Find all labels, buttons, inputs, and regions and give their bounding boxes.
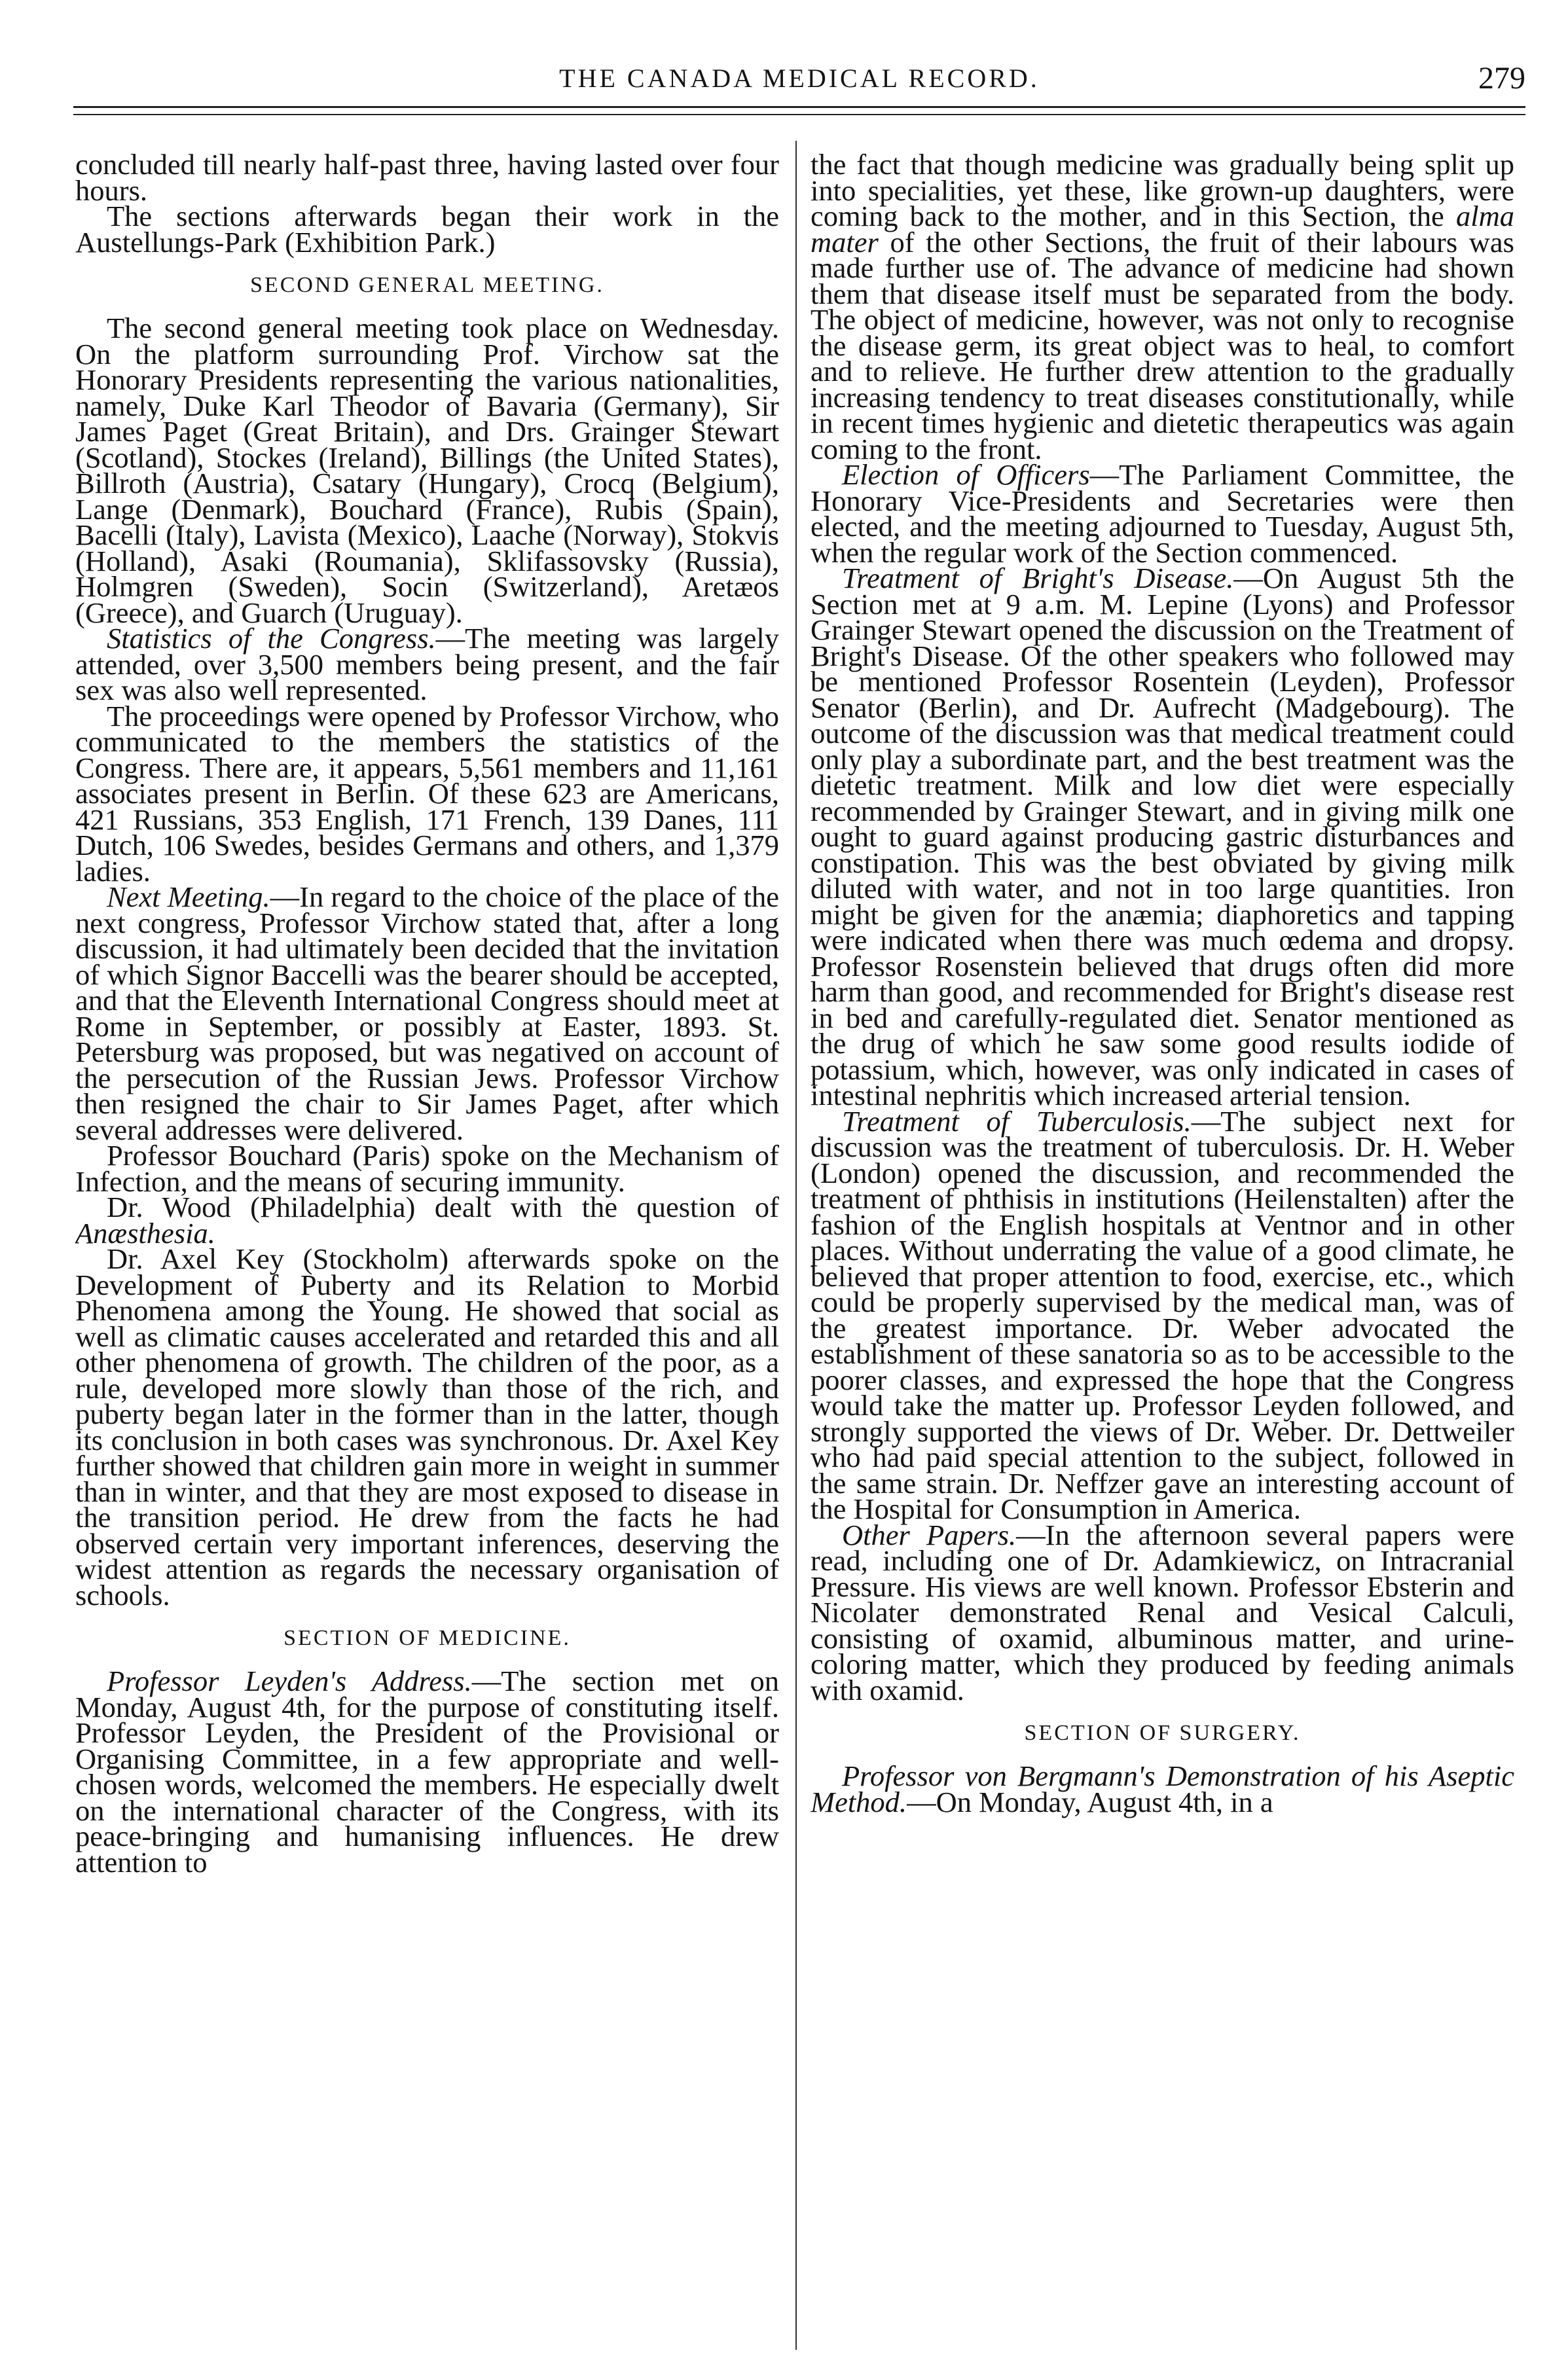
paragraph: The sections afterwards began their work in the Austellungs-Park (Exhibition Park.)	[75, 200, 779, 259]
paragraph-text: —The section met on Monday, August 4th, for the purpose of constituting itself. Professor Leyden, the President of the Provisional or Organising Committee, in a few appropriate and well-chosen words, welcomed the members. He especially dwelt on the international character of the Congress, with its peace-bringing and humanising influences. He drew attention to	[75, 1665, 779, 1879]
paragraph: concluded till nearly half-past three, having lasted over four hours.	[75, 152, 779, 207]
page-header	[73, 59, 1525, 98]
run-in-heading: Professor Leyden's Address.	[107, 1665, 472, 1697]
run-in-heading: Professor von Bergmann's Demonstration of his Aseptic Method.	[811, 1759, 1514, 1818]
paragraph-text: —In the afternoon several papers were read, including one of Dr. Adamkiewicz, on Intracranial Pressure. His views are well known. Professor Ebsterin and Nicolater demonstrated Renal and Vesical Calculi, consisting of oxamid, albuminous matter, and urine-coloring matter, which they produced by feeding animals with oxamid.	[811, 1518, 1514, 1706]
column-divider	[795, 141, 797, 2350]
run-in-heading: Treatment of Tuberculosis.	[842, 1104, 1192, 1138]
right-column	[811, 152, 1514, 2364]
section-heading-second-general-meeting: SECOND GENERAL MEETING.	[250, 273, 604, 297]
paragraph-text: Dr. Wood (Philadelphia) dealt with the question of	[107, 1191, 779, 1223]
paragraph	[75, 1665, 779, 1879]
run-in-heading: Next Meeting.	[107, 880, 270, 913]
paragraph-text: the fact that though medicine was gradually being split up into specialities, yet these, like grown-up daughters, were coming back to the mother, and in this Section, the	[811, 152, 1514, 232]
run-in-heading: Other Papers.	[842, 1518, 1017, 1551]
paragraph	[811, 1759, 1514, 1818]
paragraph	[811, 562, 1514, 1111]
header-rule-top	[73, 106, 1525, 108]
section-heading-surgery: SECTION OF SURGERY.	[1024, 1721, 1301, 1745]
running-title: THE CANADA MEDICAL RECORD.	[559, 63, 1040, 93]
paragraph	[811, 152, 1514, 465]
paragraph	[811, 458, 1514, 569]
paragraph	[811, 1104, 1514, 1525]
paragraph-text: —On August 5th the Section met at 9 a.m. M. Lepine (Lyons) and Professor Grainger Stewart opened the discussion on the Treatment of Bright's Disease. Of the other speakers who followed may be mentioned Professor Rosentein (Leyden), Professor Senator (Berlin), and Dr. Aufrecht (Madgebourg). The outcome of the discussion was that medical treatment could only play a subordinate part, and the best treatment was the dietetic treatment. Milk and low diet were especially recommended by Grainger Stewart, and in giving milk one ought to guard against producing gastric disturbances and constipation. This was the best obviated by giving milk diluted with water, and not in too large quantities. Iron might be given for the anæmia; diaphoretics and tapping were indicated when there was much œdema and dropsy. Professor Rosenstein believed that drugs often did more harm than good, and recommended for Bright's disease rest in bed and carefully-regulated diet. Senator mentioned as the drug of which he saw some good results iodide of potassium, which, however, was only indicated in cases of intestinal nephritis which increased arterial tension.	[811, 562, 1514, 1111]
paragraph	[75, 1191, 779, 1250]
page-number: 279	[1478, 61, 1525, 96]
paragraph: The second general meeting took place on Wednesday. On the platform surrounding Prof. Virchow sat the Honorary Presidents representing the various nationalities, namely, Duke Karl Theodor of Bavaria (Germany), Sir James Paget (Great Britain), and Drs. Grainger Stewart (Scotland), Stockes (Ireland), Billings (the United States), Billroth (Austria), Csatary (Hungary), Crocq (Belgium), Lange (Denmark), Bouchard (France), Rubis (Spain), Bacelli (Italy), Lavista (Mexico), Laache (Norway), Stokvis (Holland), Asaki (Roumania), Sklifassovsky (Russia), Holmgren (Sweden), Socin (Switzerland), Aretæos (Greece), and Guarch (Uruguay).	[75, 312, 779, 629]
paragraph-text: —The Parliament Committee, the Honorary Vice-Presidents and Secretaries were then elected, and the meeting adjourned to Tuesday, August 5th, when the regular work of the Section commenced.	[811, 458, 1514, 569]
paragraph-text: —In regard to the choice of the place of the next congress, Professor Virchow stated that, after a long discussion, it had ultimately been decided that the invitation of which Signor Baccelli was the bearer should be accepted, and that the Eleventh International Congress should meet at Rome in September, or possibly at Easter, 1893. St. Petersburg was proposed, but was negatived on account of the persecution of the Russian Jews. Professor Virchow then resigned the chair to Sir James Paget, after which several addresses were delivered.	[75, 880, 779, 1146]
paragraph	[811, 1518, 1514, 1706]
paragraph	[75, 880, 779, 1146]
paragraph: The proceedings were opened by Professor Virchow, who communicated to the members the statistics of the Congress. There are, it appears, 5,561 members and 11,161 associates present in Berlin. Of these 623 are Americans, 421 Russians, 353 English, 171 French, 139 Danes, 111 Dutch, 106 Swedes, besides Germans and others, and 1,379 ladies.	[75, 699, 779, 888]
run-in-heading: Statistics of the Congress.	[107, 622, 436, 655]
paragraph: Professor Bouchard (Paris) spoke on the Mechanism of Infection, and the means of securing immunity.	[75, 1139, 779, 1198]
left-column	[75, 152, 779, 2364]
emphasis: alma mater	[811, 200, 1514, 259]
paragraph	[75, 622, 779, 706]
paragraph-text: of the other Sections, the fruit of their labours was made further use of. The advance of medicine had shown them that disease itself must be separated from the body. The object of medicine, however, was not only to recognise the disease germ, its great object was to heal, to comfort and to relieve. He further drew attention to the gradually increasing tendency to treat diseases constitutionally, while in recent times hygienic and dietetic therapeutics was again coming to the front.	[811, 225, 1514, 465]
paragraph: Dr. Axel Key (Stockholm) afterwards spoke on the Development of Puberty and its Relation to Morbid Phenomena among the Young. He showed that social as well as climatic causes accelerated and retarded this and all other phenomena of growth. The children of the poor, as a rule, developed more slowly than those of the rich, and puberty began later in the former than in the latter, though its conclusion in both cases was synchronous. Dr. Axel Key further showed that children gain more in weight in summer than in winter, and that they are most exposed to disease in the transition period. He drew from the facts he had observed certain very important inferences, deserving the widest attention as regards the necessary organisation of schools.	[75, 1242, 779, 1612]
paragraph-text: —The meeting was largely attended, over 3,500 members being present, and the fair sex was also well represented.	[75, 622, 779, 706]
run-in-heading: Election of Officers	[842, 458, 1090, 491]
section-heading-medicine: SECTION OF MEDICINE.	[283, 1626, 571, 1650]
run-in-heading: Treatment of Bright's Disease.	[842, 562, 1234, 594]
emphasis: Anæsthesia.	[75, 1216, 215, 1250]
paragraph-text: —The subject next for discussion was the treatment of tuberculosis. Dr. H. Weber (London) opened the discussion, and recommended the treatment of phthisis in institutions (Heilenstalten) after the fashion of the English hospitals at Ventnor and in other places. Without underrating the value of a good climate, he believed that proper attention to food, exercise, etc., which could be properly supervised by the medical man, was of the greatest importance. Dr. Weber advocated the establishment of these sanatoria so as to be accessible to the poorer classes, and expressed the hope that the Congress would take the matter up. Professor Leyden followed, and strongly supported the views of Dr. Weber. Dr. Dettweiler who had paid special attention to the subject, followed in the same strain. Dr. Neffzer gave an interesting account of the Hospital for Consumption in America.	[811, 1104, 1514, 1525]
paragraph-text: —On Monday, August 4th, in a	[907, 1785, 1273, 1818]
header-rule-bottom	[73, 114, 1525, 115]
